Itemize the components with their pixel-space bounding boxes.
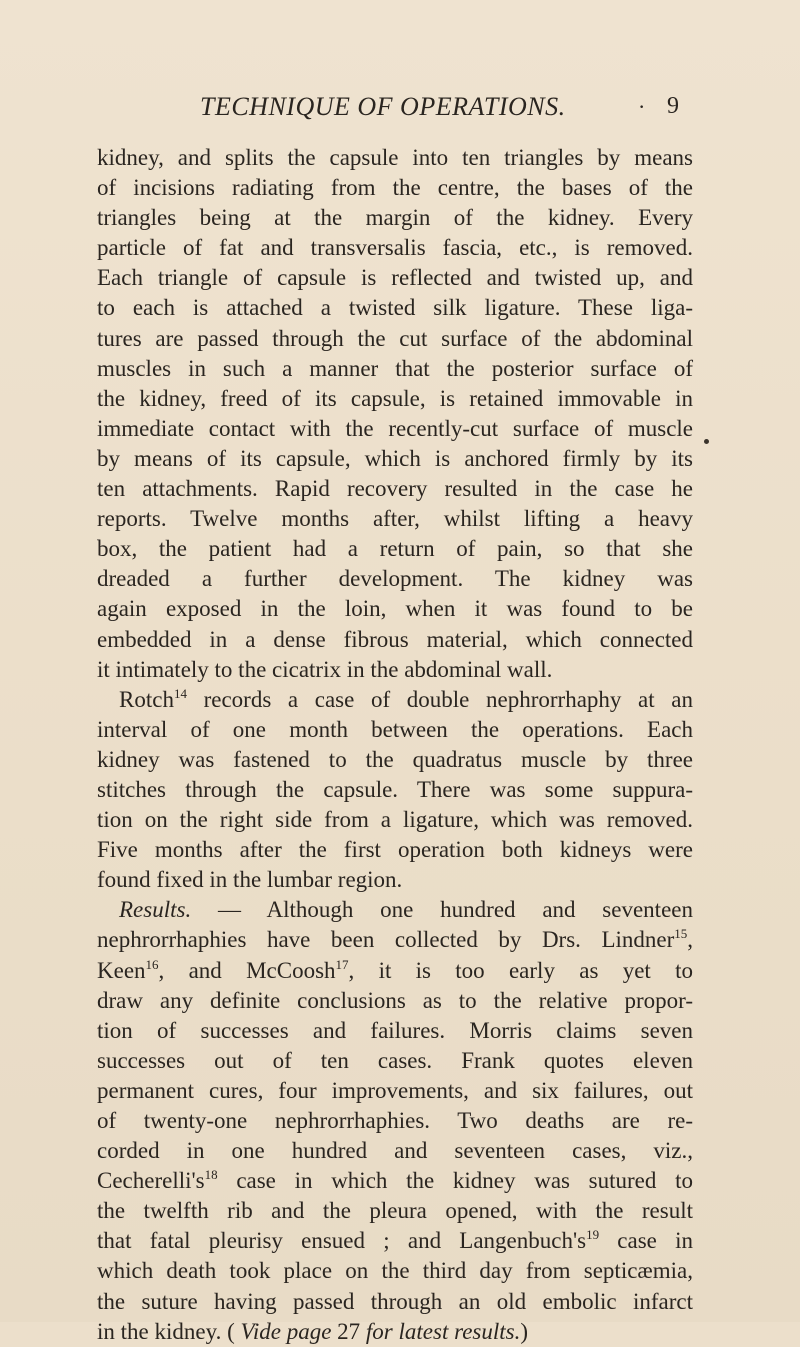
text-line: triangles being at the margin of the kidney. Every — [97, 205, 693, 231]
text-fragment-italic: for latest results. — [365, 1318, 521, 1344]
text-line: tures are passed through the cut surface of the abdominal — [97, 325, 693, 351]
text-line — [97, 1317, 693, 1347]
text-line: embedded in a dense fibrous material, which connected — [97, 626, 693, 652]
text-line: which death took place on the third day from septicæmia, — [97, 1258, 693, 1284]
text-line: draw any definite conclusions as to the relative propor- — [97, 987, 693, 1013]
text-line: dreaded a further development. The kidney was — [97, 566, 693, 592]
running-title: TECHNIQUE OF OPERATIONS. — [200, 92, 566, 121]
text-fragment: , — [687, 927, 693, 953]
text-line — [97, 1226, 693, 1256]
text-line: kidney, and splits the capsule into ten triangles by means — [97, 145, 693, 170]
text-fragment: 27 — [331, 1318, 366, 1344]
text-line: successes out of ten cases. Frank quotes eleven — [97, 1047, 693, 1073]
text-fragment: records a case of double nephrorrhaphy at an — [186, 686, 693, 712]
text-line: permanent cures, four improvements, and six failures, out — [97, 1077, 693, 1103]
section-heading-results: Results. — [119, 897, 192, 923]
text-line: reports. Twelve months after, whilst lifting a heavy — [97, 506, 693, 532]
body-text — [97, 143, 693, 1347]
text-line: found fixed in the lumbar region. — [97, 867, 403, 893]
text-line: Each triangle of capsule is reflected and twisted up, and — [97, 265, 693, 291]
text-line: kidney was fastened to the quadratus muscle by three — [97, 746, 693, 772]
text-line: tion of successes and failures. Morris claims seven — [97, 1017, 693, 1043]
text-fragment: — Although one hundred and seventeen — [191, 897, 693, 923]
text-line — [97, 956, 693, 986]
text-line: the kidney, freed of its capsule, is retained immovable in — [97, 385, 693, 411]
page-header — [0, 92, 800, 132]
text-line: ten attachments. Rapid recovery resulted in the case he — [97, 476, 693, 502]
text-line: interval of one month between the operations. Each — [97, 716, 693, 742]
text-line — [97, 925, 693, 955]
footnote-ref: 18 — [204, 1167, 218, 1183]
text-line: it intimately to the cicatrix in the abdominal wall. — [97, 656, 553, 682]
text-line: again exposed in the loin, when it was found to be — [97, 596, 693, 622]
text-line: box, the patient had a return of pain, so that she — [97, 536, 693, 562]
text-line: the twelfth rib and the pleura opened, with the result — [97, 1198, 693, 1224]
page-number: 9 — [667, 93, 679, 119]
text-fragment: ) — [520, 1318, 529, 1344]
footnote-ref: 19 — [586, 1227, 600, 1243]
text-line: to each is attached a twisted silk ligature. These liga- — [97, 295, 693, 321]
text-line: the suture having passed through an old embolic infarct — [97, 1288, 693, 1314]
text-line: muscles in such a manner that the posterior surface of — [97, 355, 693, 381]
text-fragment: Keen — [97, 957, 146, 983]
text-line: Five months after the first operation both kidneys were — [97, 837, 693, 863]
footnote-ref: 14 — [173, 685, 187, 701]
text-fragment: Cecherelli's — [97, 1168, 205, 1194]
footnote-ref: 15 — [674, 926, 688, 942]
text-line: immediate contact with the recently-cut surface of muscle — [97, 415, 693, 441]
footnote-ref: 16 — [145, 956, 159, 972]
text-fragment: , it is too early as yet to — [348, 957, 693, 983]
text-line: by means of its capsule, which is anchored firmly by its — [97, 445, 693, 471]
text-fragment: nephrorrhaphies have been collected by Drs. Lindner — [97, 927, 675, 953]
text-fragment: case in — [599, 1228, 693, 1254]
text-line: tion on the right side from a ligature, which was removed. — [97, 807, 693, 833]
text-line: corded in one hundred and seventeen cases, viz., — [97, 1138, 693, 1164]
text-fragment: Rotch — [119, 686, 174, 712]
text-line — [97, 685, 693, 715]
text-line: of twenty-one nephrorrhaphies. Two deaths are re- — [97, 1108, 693, 1133]
text-fragment: in the kidney. ( — [97, 1318, 241, 1344]
text-fragment: , and McCoosh — [158, 957, 336, 983]
text-fragment: that fatal pleurisy ensued ; and Langenbuch's — [97, 1228, 587, 1254]
text-line: stitches through the capsule. There was some suppura- — [97, 776, 693, 802]
text-fragment-italic: Vide page — [240, 1318, 332, 1344]
text-line — [97, 895, 693, 925]
text-line: particle of fat and transversalis fascia, etc., is removed. — [97, 235, 693, 261]
text-line — [97, 1166, 693, 1196]
text-line: of incisions radiating from the centre, the bases of the — [97, 175, 693, 201]
margin-dot-icon — [704, 439, 709, 444]
footnote-ref: 17 — [335, 956, 349, 972]
header-dot: · — [638, 94, 646, 119]
text-fragment: case in which the kidney was sutured to — [217, 1168, 693, 1194]
